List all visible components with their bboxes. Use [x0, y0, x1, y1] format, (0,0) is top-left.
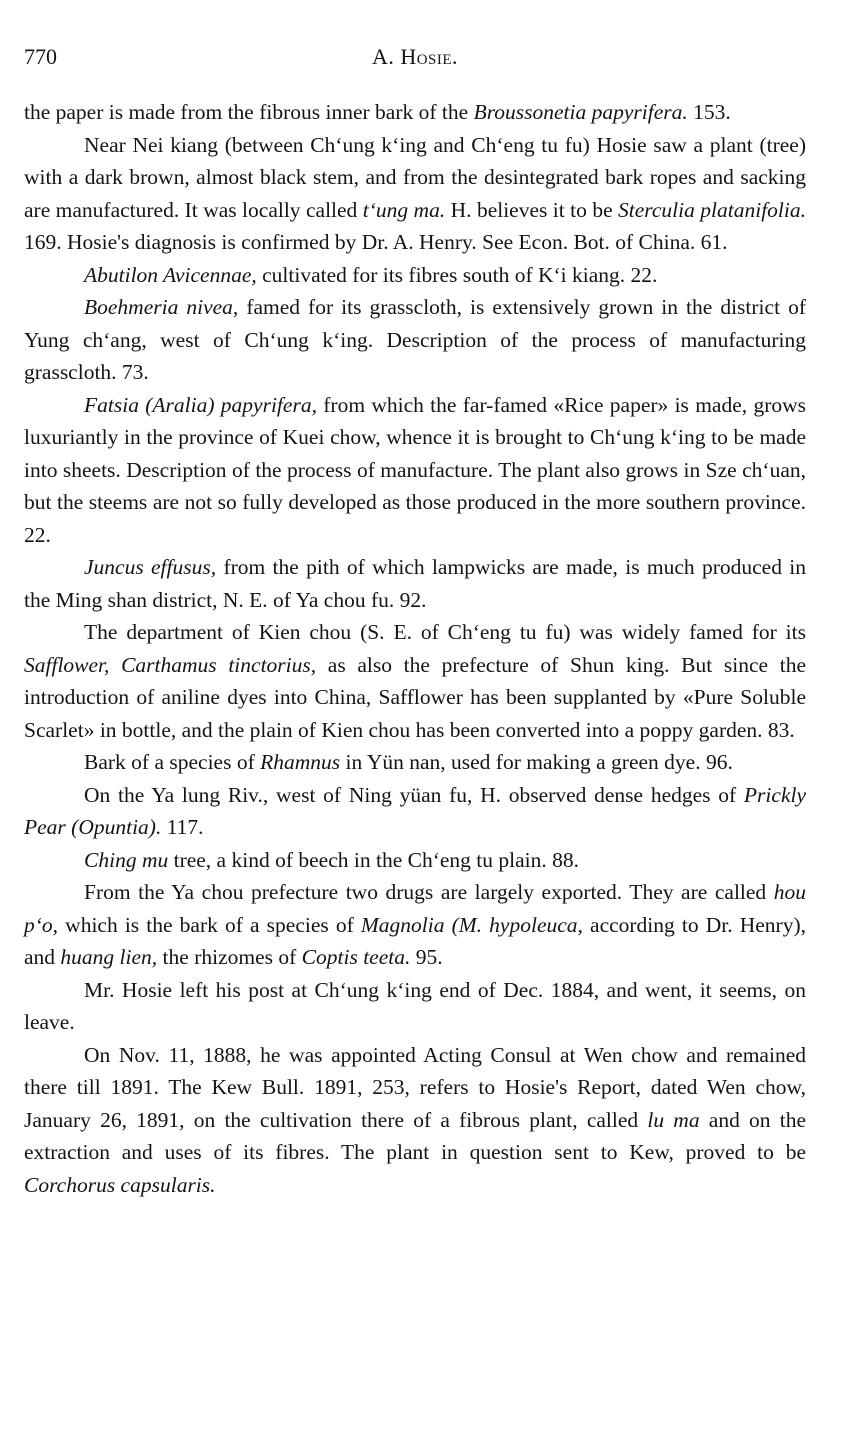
text-run: Mr. Hosie left his post at Chʻung kʻing end of Dec. 1884, and went, it seems, on leave.: [24, 977, 806, 1034]
italic-term: Sterculia platanifolia.: [618, 197, 806, 222]
italic-term: Fatsia (Aralia) papyrifera,: [84, 392, 317, 417]
italic-term: Safflower, Carthamus tinctorius,: [24, 652, 317, 677]
paragraph: [24, 291, 806, 389]
text-run: H. believes it to be: [445, 197, 619, 222]
italic-term: hou pʻo,: [24, 880, 806, 937]
italic-term: huang lien,: [60, 945, 158, 969]
text-run: which is the bark of a species of: [58, 912, 361, 937]
italic-term: lu ma: [647, 1107, 700, 1132]
text-run: The department of Kien chou (S. E. of Chʻeng tu fu) was widely famed for its: [84, 620, 806, 644]
italic-term: Corchorus capsularis.: [24, 1172, 216, 1197]
text-run: 95.: [410, 945, 443, 969]
text-run: and on the extraction and uses of its fibres. The plant in question sent to Kew, proved to be: [24, 1107, 807, 1164]
italic-term: Magnolia (M. hypoleuca,: [360, 912, 583, 937]
italic-term: Prickly Pear (Opuntia).: [24, 782, 806, 839]
text-run: On Nov. 11, 1888, he was appointed Acting Consul at Wen chow and remained there till 1891. The Kew Bull. 1891, 253, refers to Hosie's Report, dated Wen chow, January 26, 1891, on the cultivation there of a fibrous plant, called: [24, 1042, 806, 1132]
paragraph: [24, 746, 806, 779]
text-run: Bark of a species of: [84, 750, 261, 774]
page-header: [24, 44, 806, 74]
paragraph: [24, 779, 806, 844]
paragraph: [24, 96, 806, 129]
text-run: from the pith of which lampwicks are made, is much produced in the Ming shan district, N. E. of Ya chou fu. 92.: [24, 555, 806, 612]
italic-term: Abutilon Avicennae,: [84, 262, 257, 287]
paragraph: [24, 259, 806, 292]
text-run: Near Nei kiang (between Chʻung kʻing and Chʻeng tu fu) Hosie saw a plant (tree) with a dark brown, almost black stem, and from the desintegrated bark ropes and sacking are manufactured. It was locally called: [24, 132, 806, 222]
paragraph: [24, 616, 806, 746]
text-run: On the Ya lung Riv., west of Ning yüan fu, H. observed dense hedges of: [84, 782, 744, 807]
text-run: famed for its grasscloth, is extensively grown in the district of Yung chʻang, west of Chʻung kʻing. Description of the process of manufacturing grasscloth. 73.: [24, 295, 806, 384]
text-run: the paper is made from the fibrous inner bark of the: [24, 100, 474, 124]
paragraph: [24, 876, 806, 974]
text-run: according to Dr. Henry), and: [24, 912, 806, 969]
text-run: tree, a kind of beech in the Chʻeng tu plain. 88.: [168, 847, 579, 872]
italic-term: Broussonetia papyrifera.: [473, 100, 688, 124]
text-run: as also the prefecture of Shun king. But since the introduction of aniline dyes into China, Safflower has been supplanted by «Pure Soluble Scarlet» in bottle, and the plain of Kien chou has been converted into a poppy garden. 83.: [24, 652, 806, 742]
body-text: [24, 96, 806, 1201]
running-head: A. Hosie.: [371, 44, 459, 69]
page-number: 770: [24, 44, 57, 69]
paragraph: [24, 551, 806, 616]
italic-term: Rhamnus: [260, 750, 341, 774]
paragraph: [24, 1039, 806, 1202]
text-run: 153.: [687, 100, 731, 124]
text-run: 117.: [161, 815, 204, 839]
paragraph: [24, 974, 806, 1039]
text-run: the rhizomes of: [157, 945, 302, 969]
paragraph: [24, 844, 806, 877]
text-run: cultivated for its fibres south of Kʻi kiang. 22.: [256, 262, 658, 287]
italic-term: Juncus effusus,: [84, 555, 217, 579]
italic-term: tʻung ma.: [362, 197, 446, 222]
paragraph: [24, 129, 806, 259]
italic-term: Ching mu: [84, 847, 169, 872]
text-run: in Yün nan, used for making a green dye. 96.: [340, 750, 733, 774]
italic-term: Boehmeria nivea,: [84, 295, 239, 319]
paragraph: [24, 389, 806, 552]
text-run: from which the far-famed «Rice paper» is made, grows luxuriantly in the province of Kuei chow, whence it is brought to Chʻung kʻing to be made into sheets. Description of the process of manufacture. The plant also grows in Sze chʻuan, but the steems are not so fully developed as those produced in the more southern province. 22.: [24, 392, 806, 547]
italic-term: Coptis teeta.: [301, 945, 411, 969]
text-run: From the Ya chou prefecture two drugs are largely exported. They are called: [84, 880, 774, 904]
text-run: 169. Hosie's diagnosis is confirmed by Dr. A. Henry. See Econ. Bot. of China. 61.: [24, 230, 728, 254]
